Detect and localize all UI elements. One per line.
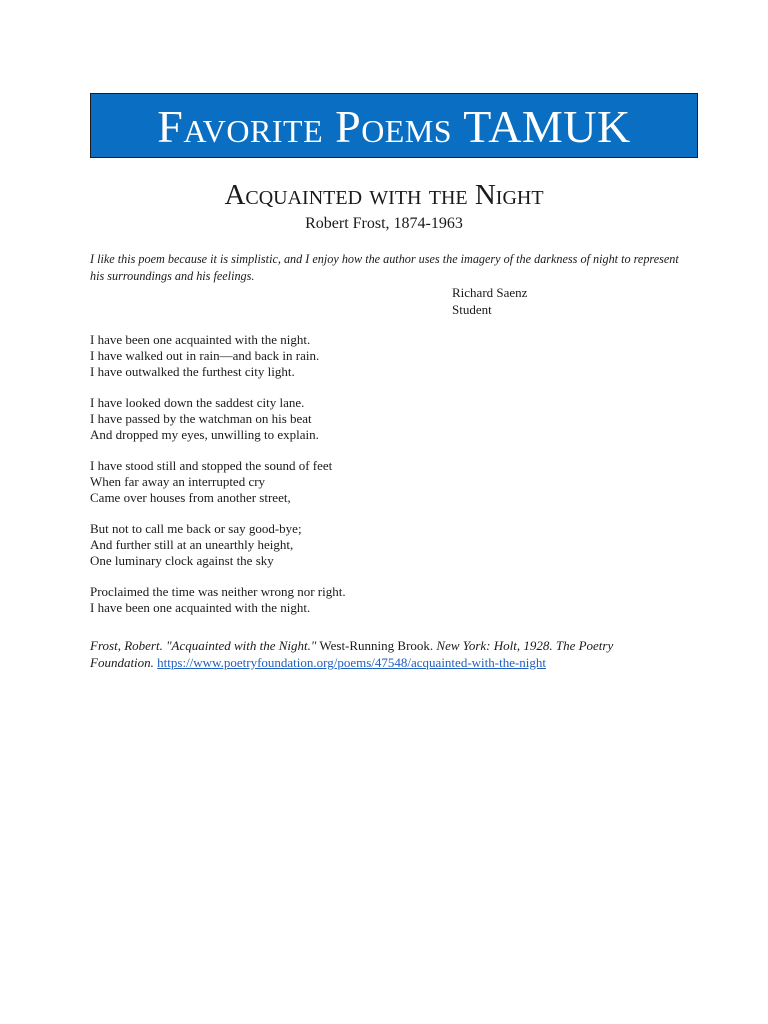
citation: [90, 637, 680, 671]
poem-line: But not to call me back or say good-bye;: [90, 521, 302, 536]
poem-author: Robert Frost, 1874-1963: [305, 215, 463, 232]
stanza: [90, 521, 650, 569]
poem-body: [90, 332, 650, 631]
poem-line: One luminary clock against the sky: [90, 553, 274, 568]
citation-author-title: Frost, Robert. "Acquainted with the Night.": [90, 638, 317, 653]
poem-line: I have been one acquainted with the night.: [90, 600, 311, 615]
stanza: [90, 395, 650, 443]
poem-line: I have stood still and stopped the sound of feet: [90, 458, 333, 473]
commenter-role: Student: [452, 302, 492, 317]
header-banner: [90, 93, 698, 158]
poem-line: I have been one acquainted with the night.: [90, 332, 311, 347]
banner-title: Favorite Poems TAMUK: [157, 100, 631, 152]
poem-line: I have looked down the saddest city lane.: [90, 395, 305, 410]
poem-line: Came over houses from another street,: [90, 490, 291, 505]
stanza: [90, 458, 650, 506]
poem-line: I have walked out in rain—and back in rain.: [90, 348, 320, 363]
citation-link[interactable]: https://www.poetryfoundation.org/poems/47548/acquainted-with-the-night: [157, 655, 547, 670]
stanza: [90, 332, 650, 380]
poem-line: When far away an interrupted cry: [90, 474, 266, 489]
poem-line: I have outwalked the furthest city light.: [90, 364, 295, 379]
poem-line: I have passed by the watchman on his beat: [90, 411, 312, 426]
poem-line: And dropped my eyes, unwilling to explain.: [90, 427, 319, 442]
comment-attribution: [452, 284, 527, 318]
reader-comment: I like this poem because it is simplistic, and I enjoy how the author uses the imagery of the darkness of night to represent his surroundings and his feelings.: [90, 252, 679, 283]
commenter-name: Richard Saenz: [452, 285, 528, 300]
citation-collection: West-Running Brook.: [316, 638, 437, 653]
poem-line: Proclaimed the time was neither wrong nor right.: [90, 584, 346, 599]
poem-title: Acquainted with the Night: [224, 179, 544, 211]
poem-line: And further still at an unearthly height,: [90, 537, 294, 552]
stanza: [90, 584, 650, 616]
citation-publisher: New York: Holt, 1928. The Poetry Foundation.: [90, 638, 614, 670]
